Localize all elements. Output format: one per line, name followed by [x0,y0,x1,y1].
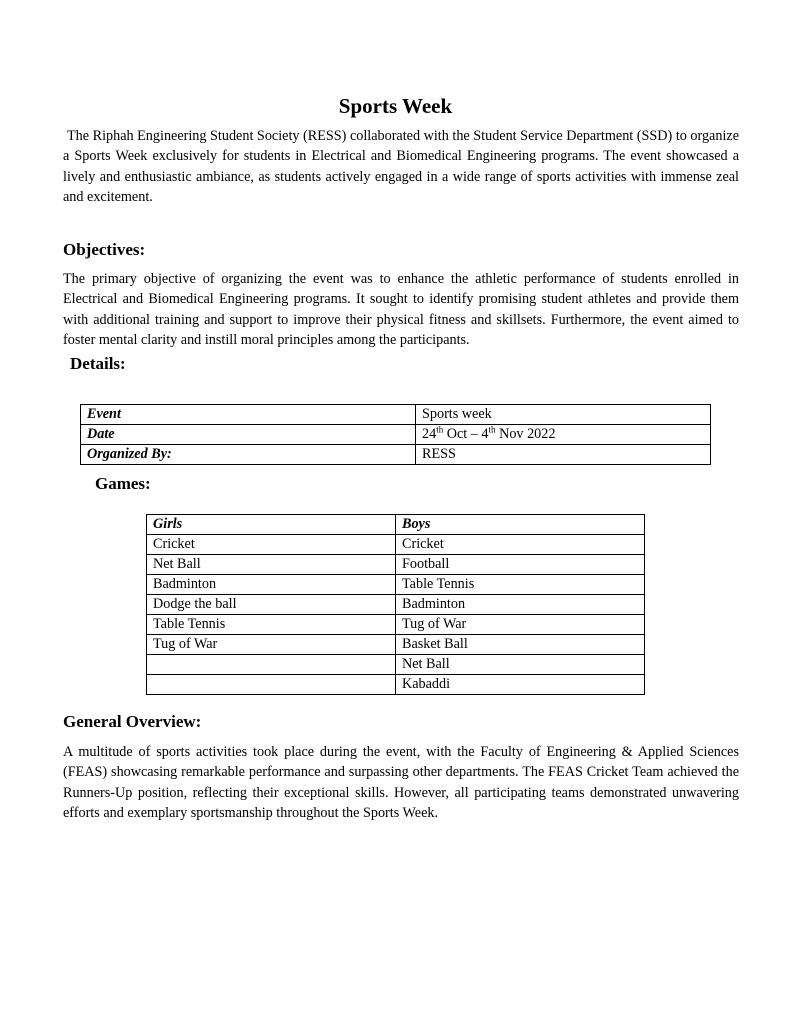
girls-game: Table Tennis [147,615,396,635]
table-row [81,425,711,445]
girls-game [147,675,396,695]
column-header-boys: Boys [396,515,645,535]
table-row [147,655,645,675]
table-row [147,675,645,695]
column-header-girls: Girls [147,515,396,535]
date-ordinal-end: th [488,424,496,435]
table-row [147,555,645,575]
table-row [147,615,645,635]
girls-game: Cricket [147,535,396,555]
boys-game: Cricket [396,535,645,555]
date-ordinal-start: th [436,424,444,435]
details-heading: Details: [70,354,126,373]
girls-game: Badminton [147,575,396,595]
girls-game: Dodge the ball [147,595,396,615]
boys-game: Football [396,555,645,575]
table-header-row [147,515,645,535]
girls-game: Net Ball [147,555,396,575]
objectives-heading: Objectives: [63,240,146,259]
games-heading: Games: [95,474,151,493]
girls-game: Tug of War [147,635,396,655]
details-label-event: Event [81,405,416,425]
games-table [146,514,645,695]
table-row [147,575,645,595]
boys-game: Table Tennis [396,575,645,595]
overview-heading: General Overview: [63,712,202,731]
boys-game: Basket Ball [396,635,645,655]
date-day-start: 24 [422,426,437,442]
intro-paragraph: The Riphah Engineering Student Society (RESS) collaborated with the Student Service Department (SSD) to organize a Sports Week exclusively for students in Electrical and Biomedical Engineering programs. The event showcased a lively and enthusiastic ambiance, as students actively engaged in a wide range of sports activities with immense zeal and excitement. [63,128,739,205]
date-middle: Oct – 4 [443,426,489,442]
table-row [81,445,711,465]
objectives-paragraph: The primary objective of organizing the event was to enhance the athletic performance of students enrolled in Electrical and Biomedical Engineering programs. It sought to identify promising student athletes and provide them with additional training and support to improve their physical fitness and skillsets. Furthermore, the event aimed to foster mental clarity and instill moral principles among the participants. [63,271,739,348]
table-row [147,535,645,555]
details-value-event: Sports week [416,405,711,425]
girls-game [147,655,396,675]
overview-paragraph: A multitude of sports activities took place during the event, with the Faculty of Engineering & Applied Sciences (FEAS) showcasing remarkable performance and surpassing other departments. The FEAS Cricket Team achieved the Runners-Up position, reflecting their exceptional skills. However, all participating teams demonstrated unwavering efforts and exemplary sportsmanship throughout the Sports Week. [63,744,739,821]
details-value-date [416,425,711,445]
boys-game: Tug of War [396,615,645,635]
boys-game: Net Ball [396,655,645,675]
page-title: Sports Week [338,94,453,118]
table-row [147,595,645,615]
details-label-date: Date [81,425,416,445]
table-row [81,405,711,425]
details-label-organizer: Organized By: [81,445,416,465]
date-tail: Nov 2022 [495,426,556,442]
details-value-organizer: RESS [416,445,711,465]
details-table [80,404,711,465]
boys-game: Badminton [396,595,645,615]
table-row [147,635,645,655]
boys-game: Kabaddi [396,675,645,695]
